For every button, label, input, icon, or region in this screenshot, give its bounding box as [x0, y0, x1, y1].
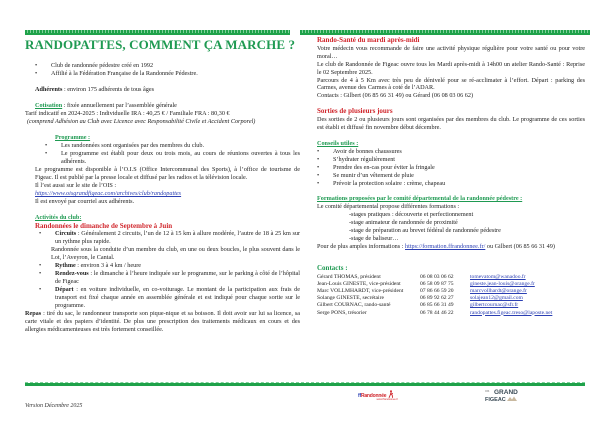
repas-paragraph: Repas : tiré du sac, le randonneur transporte son pique-nique et sa boisson. Il doit avoir sur lui sa licence, sa carte vitale et des papiers d’identité. De plus une prescription des traitements médicaux en cours et des allergies médicamenteuses est très fortement conseillée. — [25, 310, 300, 333]
adherents-text: : environ 175 adhérents de tous âges — [62, 86, 154, 93]
sorties-text: Des sorties de 2 ou plusieurs jours sont organisées par des membres du club. Le programme de ces sorties est établi et diffusé fin novembre début décembre. — [317, 116, 585, 132]
list-item: • Rendez-vous : le dimanche à l’heure indiquée sur le programme, sur le parking à côté de l’hôpital de Figeac — [39, 270, 300, 286]
cotisation-heading: Cotisation — [35, 102, 63, 109]
version-label: Version Décembre 2025 — [25, 403, 83, 409]
programme-availability: Le programme est disponible à l’O.I.S (Office Intercommunal des Sports), à l’office de tourisme de Figeac. Il est publié par la presse locale et diffusé par les radios et la télévision locale. — [35, 166, 300, 181]
list-item: -stages pratiques : découverte et perfectionnement — [349, 211, 474, 219]
list-item: • Les randonnées sont organisées par des membres du club. — [45, 142, 300, 150]
page-title: RANDOPATTES, COMMENT ÇA MARCHE ? — [25, 37, 296, 52]
activites-list-2 — [39, 262, 300, 310]
list-item: • Prendre des en-cas pour éviter la fringale — [317, 164, 585, 172]
contacts-heading: Contacts : — [317, 263, 348, 272]
list-item: • Se munir d’un vêtement de pluie — [317, 172, 585, 180]
list-item: • Affilié à la Fédération Française de la Randonnée Pédestre. — [35, 70, 300, 78]
list-item: • Rythme : environ 3 à 4 km / heure — [39, 262, 300, 270]
email-link[interactable]: marcvollhardt@orange.fr — [470, 288, 527, 295]
rando-sante-p3: Parcours de 4 à 5 Km avec très peu de dénivelé pour se ré-acclimater à l’effort. Départ : parking des Carmes, avenue des Carmes à coté de l’ADAR. — [317, 76, 585, 92]
bottom-rule — [25, 382, 585, 386]
conseils-heading: Conseils utiles : — [317, 139, 359, 147]
formation-link[interactable]: https://formation.ffrandonnee.fr/ — [405, 242, 486, 250]
top-rule-left — [25, 30, 290, 35]
ffrandonnee-logo: ffRandonnée www.ffrandonnee.fr — [358, 390, 398, 404]
list-item: • Départ : en voiture individuelle, en co-voiturage. Le montant de la participation aux frais de transport est fixé chaque année en assemblée générale et est indiqué pour chaque sortie sur le programme. — [39, 286, 300, 310]
list-item: • S’hydrater régulièrement — [317, 156, 585, 164]
cotisation-note: (comprend Adhésion au Club avec Licence avec Responsabilité Civile et Accident Corporel) — [27, 118, 256, 125]
list-item: • Le programme est établi pour deux ou trois mois, au cours de réunions ouvertes à tous les adhérents. — [45, 150, 300, 166]
list-item: -stage de préparation au brevet fédéral de randonnée pédestre — [349, 227, 501, 235]
programme-heading: Programme : — [55, 134, 91, 141]
email-link[interactable]: gineste.jean-louis@orange.fr — [470, 280, 535, 287]
adherents-line — [35, 86, 300, 94]
sorties-heading: Sorties de plusieurs jours — [317, 107, 393, 116]
email-link[interactable]: tomevatom@wanadoo.fr — [470, 273, 526, 280]
table-row: Marc VOLLMHARDT, vice-président 07 86 66 59 20 marcvollhardt@orange.fr — [317, 288, 527, 295]
programme-site-intro: Il l’est aussi sur le site de l’OIS : — [35, 182, 117, 189]
contacts-table — [317, 274, 552, 317]
rando-sante-p1: Votre médecin vous recommande de faire une activité physique régulière pour votre santé ou pour votre moral… — [317, 44, 585, 60]
intro-list — [35, 62, 300, 78]
activites-subtitle: Randonnées le dimanche de Septembre à Juin — [35, 222, 173, 230]
activites-list — [39, 230, 300, 246]
table-row: Gilbert COURNAC, rando-santé 06 85 66 31 49 gilbertcournac@sfr.fr — [317, 302, 519, 309]
list-item: • Circuits : Généralement 2 circuits, l’un de 12 à 15 km à allure modérée, l’autre de 18 à 25 km sur un rythme plus rapide. — [39, 230, 300, 246]
programme-heading-line — [55, 134, 300, 142]
email-link[interactable]: solajean12@gmail.com — [470, 295, 523, 302]
formations-list — [349, 211, 585, 243]
right-column — [317, 37, 585, 317]
rando-sante-contacts: Contacts : Gilbert (06 85 66 31 49) ou Gérard (06 08 03 06 62) — [317, 92, 474, 100]
grand-figeac-logo: OIS GRAND FIGEAC — [485, 389, 518, 403]
list-item: -stage animateur de randonnée de proximité — [349, 219, 458, 227]
table-row: Serge PONS, trésorier 06 78 44 46 22 randopattes.figeac.treso@laposte.net — [317, 309, 553, 316]
cotisation-text: : fixée annuellement par l’assemblée générale — [62, 102, 177, 109]
circuits-extra: Randonnée sous la conduite d’un membre du club, en une ou deux boucles, le plus souvent dans le Lot, l’Aveyron, le Cantal. — [51, 246, 300, 261]
email-link[interactable]: gilbertcournac@sfr.fr — [470, 302, 519, 309]
table-row: Jean-Louis GINESTE, vice-président 06 58 09 87 75 gineste.jean-louis@orange.fr — [317, 280, 535, 287]
list-item: • Club de randonnée pédestre créé en 1992 — [35, 62, 300, 70]
formations-intro: Le comité départemental propose différentes formations : — [317, 203, 460, 211]
rando-sante-heading: Rando-Santé du mardi après-midi — [317, 36, 420, 44]
programme-section — [35, 142, 300, 310]
email-link[interactable]: randopattes.figeac.treso@laposte.net — [470, 309, 553, 316]
hiker-icon — [388, 390, 394, 398]
tarif-line: Tarif indicatif en 2024-2025 : Individuelle IRA : 40,25 € / Familiale FRA : 80,30 € — [25, 110, 230, 117]
programme-email-note: Il est envoyé par courriel aux adhérents. — [35, 198, 135, 205]
conseils-list — [317, 148, 585, 188]
table-row: Gérard THOMAS, président 06 08 03 06 62 tomevatom@wanadoo.fr — [317, 273, 526, 280]
left-column — [25, 37, 300, 334]
formations-heading: Formations proposées par le comité départemental de la randonnée pédestre : — [317, 195, 523, 203]
formations-more: Pour de plus amples informations : https://formation.ffrandonnee.fr/ ou Gilbert (06 85 66 31 49) — [317, 242, 555, 250]
list-item: • Prévoir la protection solaire : crème, chapeau — [317, 180, 585, 188]
programme-list — [45, 142, 300, 166]
mountain-icon — [507, 396, 517, 401]
table-row: Solange GINESTE, secrétaire 06 89 92 62 27 solajean12@gmail.com — [317, 295, 523, 302]
top-rule-right — [300, 30, 590, 35]
list-item: • Avoir de bonnes chaussures — [317, 148, 585, 156]
rando-sante-p2: Le club de Randonnée de Figeac ouvre tous les Mardi après-midi à 14h00 un atelier Rando-Santé : Reprise le 02 Septembre 2025. — [317, 60, 585, 76]
adherents-label: Adhérents — [35, 86, 63, 93]
cotisation-line — [35, 102, 300, 110]
activites-heading: Activités du club: — [35, 214, 82, 221]
ois-site-link[interactable]: https://www.oisgrandfigeac.com/archives/club/randopattes — [35, 190, 182, 197]
list-item: -stage de baliseur… — [349, 234, 399, 242]
